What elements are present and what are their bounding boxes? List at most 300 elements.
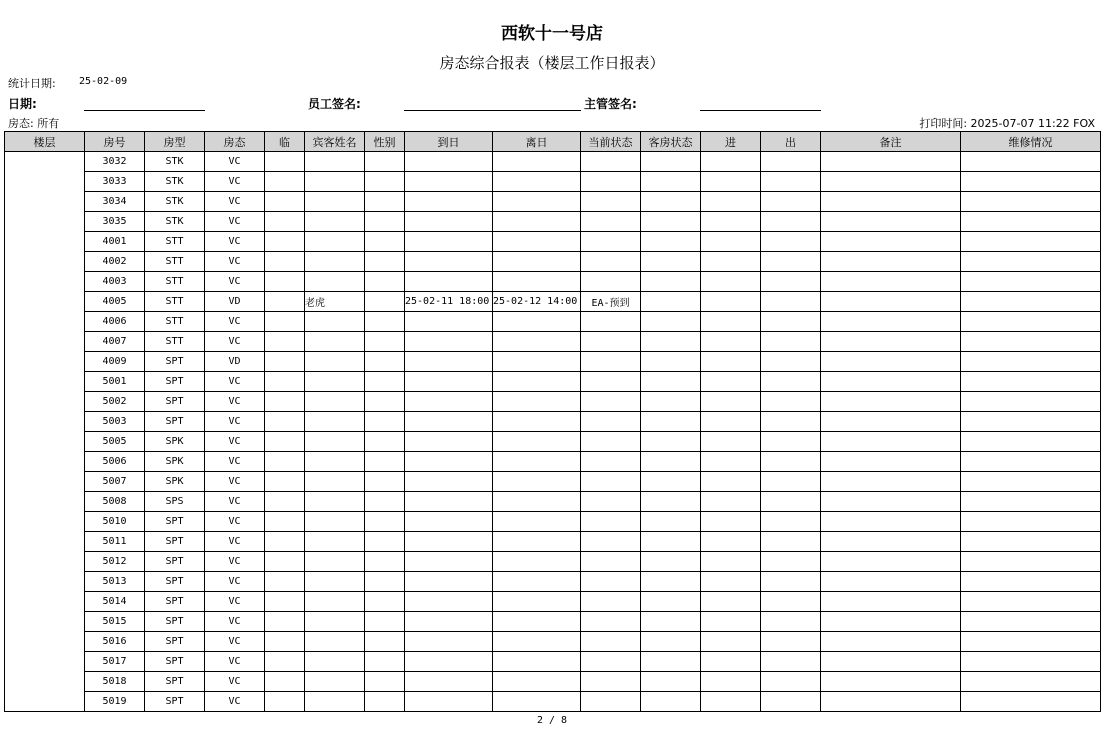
gender-cell <box>365 692 405 712</box>
col-room-no: 房号 <box>85 132 145 152</box>
departure-cell <box>493 372 581 392</box>
in-cell <box>701 592 761 612</box>
guest-name-cell <box>305 632 365 652</box>
temp-cell <box>265 532 305 552</box>
current-status-cell <box>581 212 641 232</box>
gender-cell <box>365 152 405 172</box>
room-status-cell: VC <box>205 532 265 552</box>
current-status-cell <box>581 192 641 212</box>
in-cell <box>701 452 761 472</box>
current-status-cell: EA-预到 <box>581 292 641 312</box>
print-time: 打印时间: 2025-07-07 11:22 FOX <box>919 117 1095 130</box>
guest-name-cell <box>305 312 365 332</box>
housekeeping-status-cell <box>641 552 701 572</box>
col-guest-name: 宾客姓名 <box>305 132 365 152</box>
current-status-cell <box>581 172 641 192</box>
room-type-cell: SPT <box>145 552 205 572</box>
current-status-cell <box>581 652 641 672</box>
arrival-cell <box>405 352 493 372</box>
arrival-cell <box>405 652 493 672</box>
out-cell <box>761 512 821 532</box>
housekeeping-status-cell <box>641 532 701 552</box>
maintenance-cell <box>961 152 1101 172</box>
in-cell <box>701 272 761 292</box>
arrival-cell <box>405 432 493 452</box>
remarks-cell <box>821 572 961 592</box>
maintenance-cell <box>961 472 1101 492</box>
remarks-cell <box>821 252 961 272</box>
departure-cell <box>493 512 581 532</box>
arrival-cell <box>405 392 493 412</box>
room-status-cell: VC <box>205 452 265 472</box>
departure-cell <box>493 272 581 292</box>
room-type-cell: STK <box>145 192 205 212</box>
maintenance-cell <box>961 432 1101 452</box>
arrival-cell <box>405 552 493 572</box>
current-status-cell <box>581 692 641 712</box>
col-temp: 临 <box>265 132 305 152</box>
current-status-cell <box>581 572 641 592</box>
current-status-cell <box>581 612 641 632</box>
col-out: 出 <box>761 132 821 152</box>
room-no-cell: 5005 <box>85 432 145 452</box>
out-cell <box>761 672 821 692</box>
temp-cell <box>265 272 305 292</box>
room-status-cell: VD <box>205 352 265 372</box>
gender-cell <box>365 212 405 232</box>
gender-cell <box>365 632 405 652</box>
arrival-cell <box>405 572 493 592</box>
current-status-cell <box>581 532 641 552</box>
out-cell <box>761 532 821 552</box>
current-status-cell <box>581 592 641 612</box>
remarks-cell <box>821 172 961 192</box>
col-housekeeping-status: 客房状态 <box>641 132 701 152</box>
maintenance-cell <box>961 372 1101 392</box>
out-cell <box>761 692 821 712</box>
table-row <box>5 172 1101 192</box>
departure-cell <box>493 572 581 592</box>
arrival-cell <box>405 252 493 272</box>
room-type-cell: STK <box>145 152 205 172</box>
room-type-cell: STT <box>145 252 205 272</box>
departure-cell <box>493 452 581 472</box>
out-cell <box>761 452 821 472</box>
maintenance-cell <box>961 452 1101 472</box>
col-departure: 离日 <box>493 132 581 152</box>
temp-cell <box>265 232 305 252</box>
report-store-title: 西软十一号店 <box>501 24 603 44</box>
room-status-cell: VC <box>205 232 265 252</box>
remarks-cell <box>821 672 961 692</box>
in-cell <box>701 332 761 352</box>
temp-cell <box>265 512 305 532</box>
out-cell <box>761 292 821 312</box>
temp-cell <box>265 392 305 412</box>
col-arrival: 到日 <box>405 132 493 152</box>
room-no-cell: 4001 <box>85 232 145 252</box>
maintenance-cell <box>961 672 1101 692</box>
out-cell <box>761 552 821 572</box>
col-in: 进 <box>701 132 761 152</box>
in-cell <box>701 412 761 432</box>
departure-cell <box>493 532 581 552</box>
in-cell <box>701 312 761 332</box>
maintenance-cell <box>961 312 1101 332</box>
temp-cell <box>265 332 305 352</box>
table-row <box>5 672 1101 692</box>
out-cell <box>761 632 821 652</box>
current-status-cell <box>581 312 641 332</box>
room-type-cell: SPT <box>145 412 205 432</box>
staff-sign-line <box>404 110 581 111</box>
guest-name-cell <box>305 192 365 212</box>
current-status-cell <box>581 392 641 412</box>
table-row <box>5 592 1101 612</box>
guest-name-cell <box>305 512 365 532</box>
room-no-cell: 3033 <box>85 172 145 192</box>
housekeeping-status-cell <box>641 452 701 472</box>
room-no-cell: 5012 <box>85 552 145 572</box>
room-no-cell: 4003 <box>85 272 145 292</box>
guest-name-cell <box>305 672 365 692</box>
room-status-cell: VC <box>205 212 265 232</box>
in-cell <box>701 212 761 232</box>
guest-name-cell <box>305 172 365 192</box>
room-type-cell: SPK <box>145 452 205 472</box>
out-cell <box>761 652 821 672</box>
room-type-cell: SPT <box>145 592 205 612</box>
table-row <box>5 552 1101 572</box>
current-status-cell <box>581 412 641 432</box>
table-row <box>5 332 1101 352</box>
housekeeping-status-cell <box>641 512 701 532</box>
housekeeping-status-cell <box>641 252 701 272</box>
remarks-cell <box>821 272 961 292</box>
room-no-cell: 4006 <box>85 312 145 332</box>
in-cell <box>701 352 761 372</box>
col-room-type: 房型 <box>145 132 205 152</box>
housekeeping-status-cell <box>641 672 701 692</box>
arrival-cell <box>405 232 493 252</box>
stat-date-value: 25-02-09 <box>79 76 128 87</box>
current-status-cell <box>581 452 641 472</box>
temp-cell <box>265 152 305 172</box>
table-row <box>5 272 1101 292</box>
room-no-cell: 5014 <box>85 592 145 612</box>
arrival-cell <box>405 612 493 632</box>
in-cell <box>701 572 761 592</box>
housekeeping-status-cell <box>641 392 701 412</box>
arrival-cell <box>405 592 493 612</box>
housekeeping-status-cell <box>641 192 701 212</box>
guest-name-cell <box>305 492 365 512</box>
current-status-cell <box>581 352 641 372</box>
table-row <box>5 152 1101 172</box>
out-cell <box>761 572 821 592</box>
remarks-cell <box>821 592 961 612</box>
arrival-cell <box>405 212 493 232</box>
gender-cell <box>365 192 405 212</box>
out-cell <box>761 412 821 432</box>
departure-cell <box>493 352 581 372</box>
room-type-cell: STT <box>145 232 205 252</box>
in-cell <box>701 492 761 512</box>
guest-name-cell <box>305 232 365 252</box>
temp-cell <box>265 252 305 272</box>
gender-cell <box>365 552 405 572</box>
room-type-cell: SPT <box>145 632 205 652</box>
housekeeping-status-cell <box>641 492 701 512</box>
housekeeping-status-cell <box>641 572 701 592</box>
in-cell <box>701 672 761 692</box>
maintenance-cell <box>961 692 1101 712</box>
remarks-cell <box>821 452 961 472</box>
remarks-cell <box>821 372 961 392</box>
gender-cell <box>365 532 405 552</box>
in-cell <box>701 292 761 312</box>
table-row <box>5 532 1101 552</box>
departure-cell <box>493 592 581 612</box>
col-gender: 性别 <box>365 132 405 152</box>
room-type-cell: SPT <box>145 352 205 372</box>
remarks-cell <box>821 532 961 552</box>
room-no-cell: 4005 <box>85 292 145 312</box>
in-cell <box>701 552 761 572</box>
table-row <box>5 472 1101 492</box>
room-type-cell: SPT <box>145 672 205 692</box>
guest-name-cell <box>305 592 365 612</box>
temp-cell <box>265 472 305 492</box>
gender-cell <box>365 252 405 272</box>
room-status-cell: VC <box>205 192 265 212</box>
table-row <box>5 632 1101 652</box>
remarks-cell <box>821 412 961 432</box>
remarks-cell <box>821 292 961 312</box>
out-cell <box>761 612 821 632</box>
room-no-cell: 4002 <box>85 252 145 272</box>
maintenance-cell <box>961 492 1101 512</box>
room-status-cell: VC <box>205 492 265 512</box>
table-row <box>5 432 1101 452</box>
room-type-cell: SPT <box>145 652 205 672</box>
housekeeping-status-cell <box>641 692 701 712</box>
maintenance-cell <box>961 352 1101 372</box>
housekeeping-status-cell <box>641 372 701 392</box>
guest-name-cell <box>305 612 365 632</box>
arrival-cell <box>405 632 493 652</box>
col-remarks: 备注 <box>821 132 961 152</box>
departure-cell <box>493 632 581 652</box>
out-cell <box>761 212 821 232</box>
room-type-cell: SPS <box>145 492 205 512</box>
temp-cell <box>265 412 305 432</box>
room-status-cell: VC <box>205 692 265 712</box>
room-no-cell: 5002 <box>85 392 145 412</box>
departure-cell <box>493 232 581 252</box>
housekeeping-status-cell <box>641 592 701 612</box>
gender-cell <box>365 432 405 452</box>
temp-cell <box>265 652 305 672</box>
temp-cell <box>265 212 305 232</box>
room-type-cell: SPK <box>145 432 205 452</box>
current-status-cell <box>581 492 641 512</box>
current-status-cell <box>581 252 641 272</box>
room-no-cell: 4007 <box>85 332 145 352</box>
table-row <box>5 612 1101 632</box>
out-cell <box>761 332 821 352</box>
room-no-cell: 5007 <box>85 472 145 492</box>
out-cell <box>761 352 821 372</box>
out-cell <box>761 392 821 412</box>
maintenance-cell <box>961 232 1101 252</box>
arrival-cell <box>405 532 493 552</box>
maintenance-cell <box>961 532 1101 552</box>
room-no-cell: 3032 <box>85 152 145 172</box>
table-row <box>5 412 1101 432</box>
temp-cell <box>265 592 305 612</box>
room-no-cell: 5008 <box>85 492 145 512</box>
table-row <box>5 452 1101 472</box>
gender-cell <box>365 332 405 352</box>
room-type-cell: SPT <box>145 612 205 632</box>
room-status-cell: VC <box>205 252 265 272</box>
out-cell <box>761 312 821 332</box>
housekeeping-status-cell <box>641 352 701 372</box>
current-status-cell <box>581 272 641 292</box>
gender-cell <box>365 592 405 612</box>
in-cell <box>701 692 761 712</box>
departure-cell <box>493 472 581 492</box>
housekeeping-status-cell <box>641 292 701 312</box>
current-status-cell <box>581 152 641 172</box>
departure-cell <box>493 652 581 672</box>
departure-cell <box>493 672 581 692</box>
departure-cell <box>493 312 581 332</box>
arrival-cell <box>405 472 493 492</box>
table-row <box>5 372 1101 392</box>
in-cell <box>701 512 761 532</box>
room-no-cell: 3034 <box>85 192 145 212</box>
room-no-cell: 5010 <box>85 512 145 532</box>
date-sign-line <box>84 110 205 111</box>
maintenance-cell <box>961 172 1101 192</box>
departure-cell <box>493 432 581 452</box>
out-cell <box>761 432 821 452</box>
room-status-cell: VC <box>205 652 265 672</box>
remarks-cell <box>821 512 961 532</box>
room-status-cell: VC <box>205 152 265 172</box>
arrival-cell <box>405 152 493 172</box>
gender-cell <box>365 472 405 492</box>
table-row <box>5 392 1101 412</box>
remarks-cell <box>821 632 961 652</box>
room-status-cell: VC <box>205 412 265 432</box>
housekeeping-status-cell <box>641 232 701 252</box>
remarks-cell <box>821 332 961 352</box>
table-row <box>5 512 1101 532</box>
room-no-cell: 5017 <box>85 652 145 672</box>
guest-name-cell <box>305 332 365 352</box>
current-status-cell <box>581 672 641 692</box>
housekeeping-status-cell <box>641 632 701 652</box>
departure-cell <box>493 692 581 712</box>
room-status-cell: VC <box>205 472 265 492</box>
gender-cell <box>365 652 405 672</box>
room-no-cell: 5006 <box>85 452 145 472</box>
guest-name-cell <box>305 692 365 712</box>
room-no-cell: 5011 <box>85 532 145 552</box>
remarks-cell <box>821 352 961 372</box>
room-status-cell: VC <box>205 512 265 532</box>
departure-cell <box>493 552 581 572</box>
in-cell <box>701 172 761 192</box>
temp-cell <box>265 452 305 472</box>
out-cell <box>761 592 821 612</box>
out-cell <box>761 252 821 272</box>
room-status-cell: VC <box>205 332 265 352</box>
current-status-cell <box>581 372 641 392</box>
housekeeping-status-cell <box>641 332 701 352</box>
arrival-cell <box>405 672 493 692</box>
gender-cell <box>365 572 405 592</box>
departure-cell <box>493 332 581 352</box>
remarks-cell <box>821 552 961 572</box>
room-no-cell: 5016 <box>85 632 145 652</box>
room-status-cell: VD <box>205 292 265 312</box>
remarks-cell <box>821 392 961 412</box>
temp-cell <box>265 372 305 392</box>
arrival-cell <box>405 492 493 512</box>
table-row <box>5 252 1101 272</box>
room-status-cell: VC <box>205 432 265 452</box>
table-header-row <box>5 132 1101 152</box>
guest-name-cell: 老虎 <box>305 292 365 312</box>
room-no-cell: 5003 <box>85 412 145 432</box>
gender-cell <box>365 412 405 432</box>
guest-name-cell <box>305 392 365 412</box>
room-type-cell: STT <box>145 272 205 292</box>
housekeeping-status-cell <box>641 212 701 232</box>
temp-cell <box>265 292 305 312</box>
maintenance-cell <box>961 332 1101 352</box>
in-cell <box>701 372 761 392</box>
out-cell <box>761 372 821 392</box>
in-cell <box>701 192 761 212</box>
gender-cell <box>365 172 405 192</box>
maintenance-cell <box>961 192 1101 212</box>
arrival-cell <box>405 692 493 712</box>
guest-name-cell <box>305 352 365 372</box>
arrival-cell <box>405 332 493 352</box>
table-row <box>5 352 1101 372</box>
table-row <box>5 312 1101 332</box>
guest-name-cell <box>305 212 365 232</box>
departure-cell <box>493 172 581 192</box>
supervisor-sign-line <box>700 110 821 111</box>
arrival-cell <box>405 372 493 392</box>
gender-cell <box>365 512 405 532</box>
room-type-cell: SPT <box>145 392 205 412</box>
gender-cell <box>365 492 405 512</box>
maintenance-cell <box>961 632 1101 652</box>
current-status-cell <box>581 512 641 532</box>
guest-name-cell <box>305 532 365 552</box>
remarks-cell <box>821 692 961 712</box>
table-row <box>5 492 1101 512</box>
current-status-cell <box>581 632 641 652</box>
departure-cell <box>493 192 581 212</box>
